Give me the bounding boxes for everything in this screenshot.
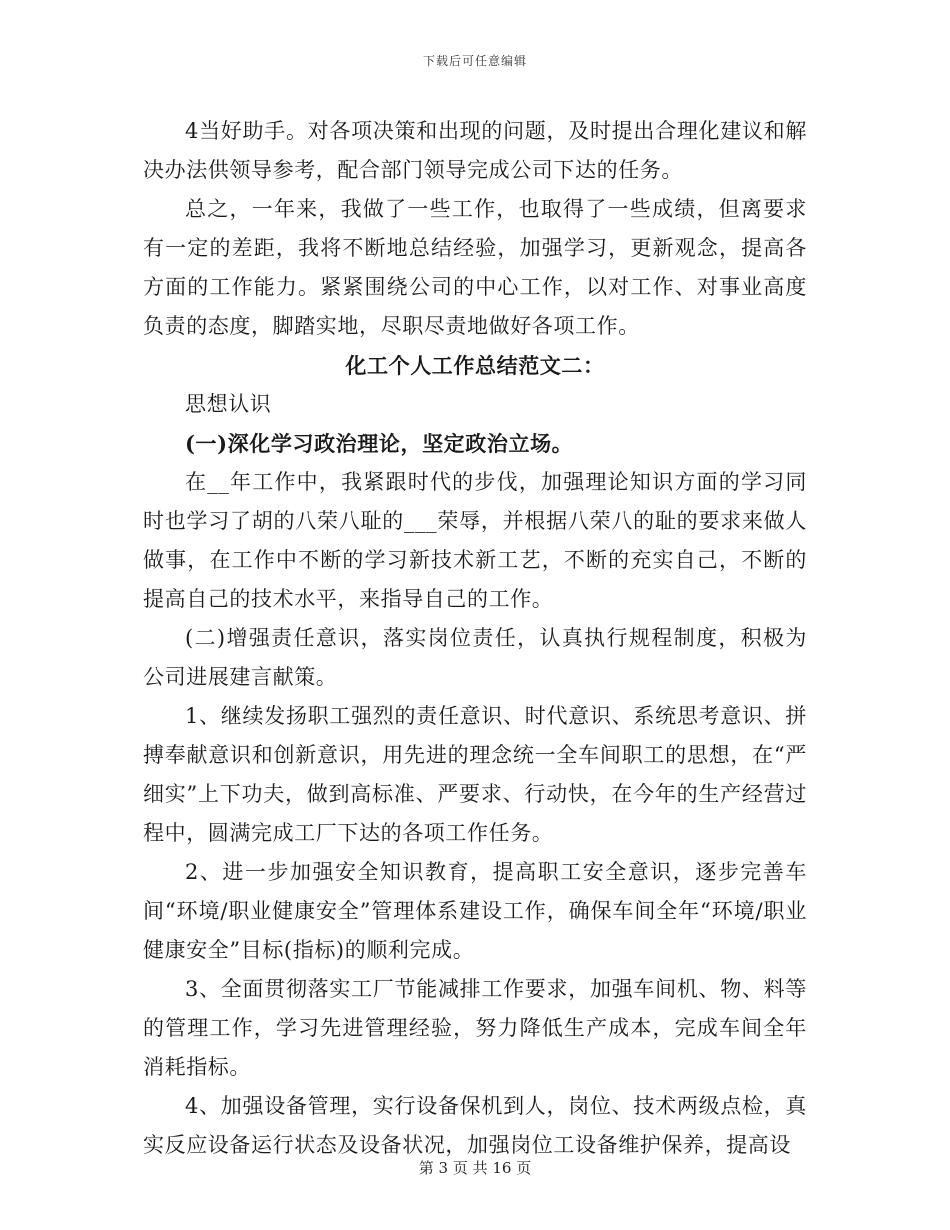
paragraph-9: 3、全面贯彻落实工厂节能减排工作要求，加强车间机、物、料等的管理工作，学习先进管理经验，努力降低生产成本，完成车间全年消耗指标。 bbox=[143, 977, 807, 1079]
section-title: 化工个人工作总结范文二： bbox=[345, 353, 605, 378]
paragraph-2: 总之，一年来，我做了一些工作，也取得了一些成绩，但离要求有一定的差距，我将不断地总结经验，加强学习，更新观念，提高各方面的工作能力。紧紧围绕公司的中心工作，以对工作、对事业高度负责的态度，脚踏实地，尽职尽责地做好各项工作。 bbox=[143, 197, 807, 338]
subheading-1: (一)深化学习政治理论，坚定政治立场。 bbox=[185, 431, 574, 456]
paragraph-8: 2、进一步加强安全知识教育，提高职工安全意识，逐步完善车间“环境/职业健康安全”管理体系建设工作，确保车间全年“环境/职业健康安全”目标(指标)的顺利完成。 bbox=[143, 860, 807, 962]
document-body bbox=[143, 112, 807, 1165]
paragraph-7: 1、继续发扬职工强烈的责任意识、时代意识、系统思考意识、拼搏奉献意识和创新意识，用先进的理念统一全车间职工的思想，在“严细实”上下功夫，做到高标准、严要求、行动快，在今年的生产经营过程中，圆满完成工厂下达的各项工作任务。 bbox=[143, 704, 807, 845]
page-footer: 第 3 页 共 16 页 bbox=[418, 1159, 532, 1177]
paragraph-3: 思想认识 bbox=[185, 392, 272, 416]
paragraph-10: 4、加强设备管理，实行设备保机到人，岗位、技术两级点检，真实反应设备运行状态及设备状况，加强岗位工设备维护保养，提高设 bbox=[143, 1094, 807, 1157]
page-header: 下载后可任意编辑 bbox=[422, 54, 527, 68]
paragraph-1: 4当好助手。对各项决策和出现的问题，及时提出合理化建议和解决办法供领导参考，配合部门领导完成公司下达的任务。 bbox=[143, 119, 807, 182]
paragraph-5: 在__年工作中，我紧跟时代的步伐，加强理论知识方面的学习同时也学习了胡的八荣八耻的___荣辱，并根据八荣八的耻的要求来做人做事，在工作中不断的学习新技术新工艺，不断的充实自己，不断的提高自己的技术水平，来指导自己的工作。 bbox=[143, 470, 807, 611]
paragraph-6: (二)增强责任意识，落实岗位责任，认真执行规程制度，积极为公司进展建言献策。 bbox=[143, 626, 807, 689]
